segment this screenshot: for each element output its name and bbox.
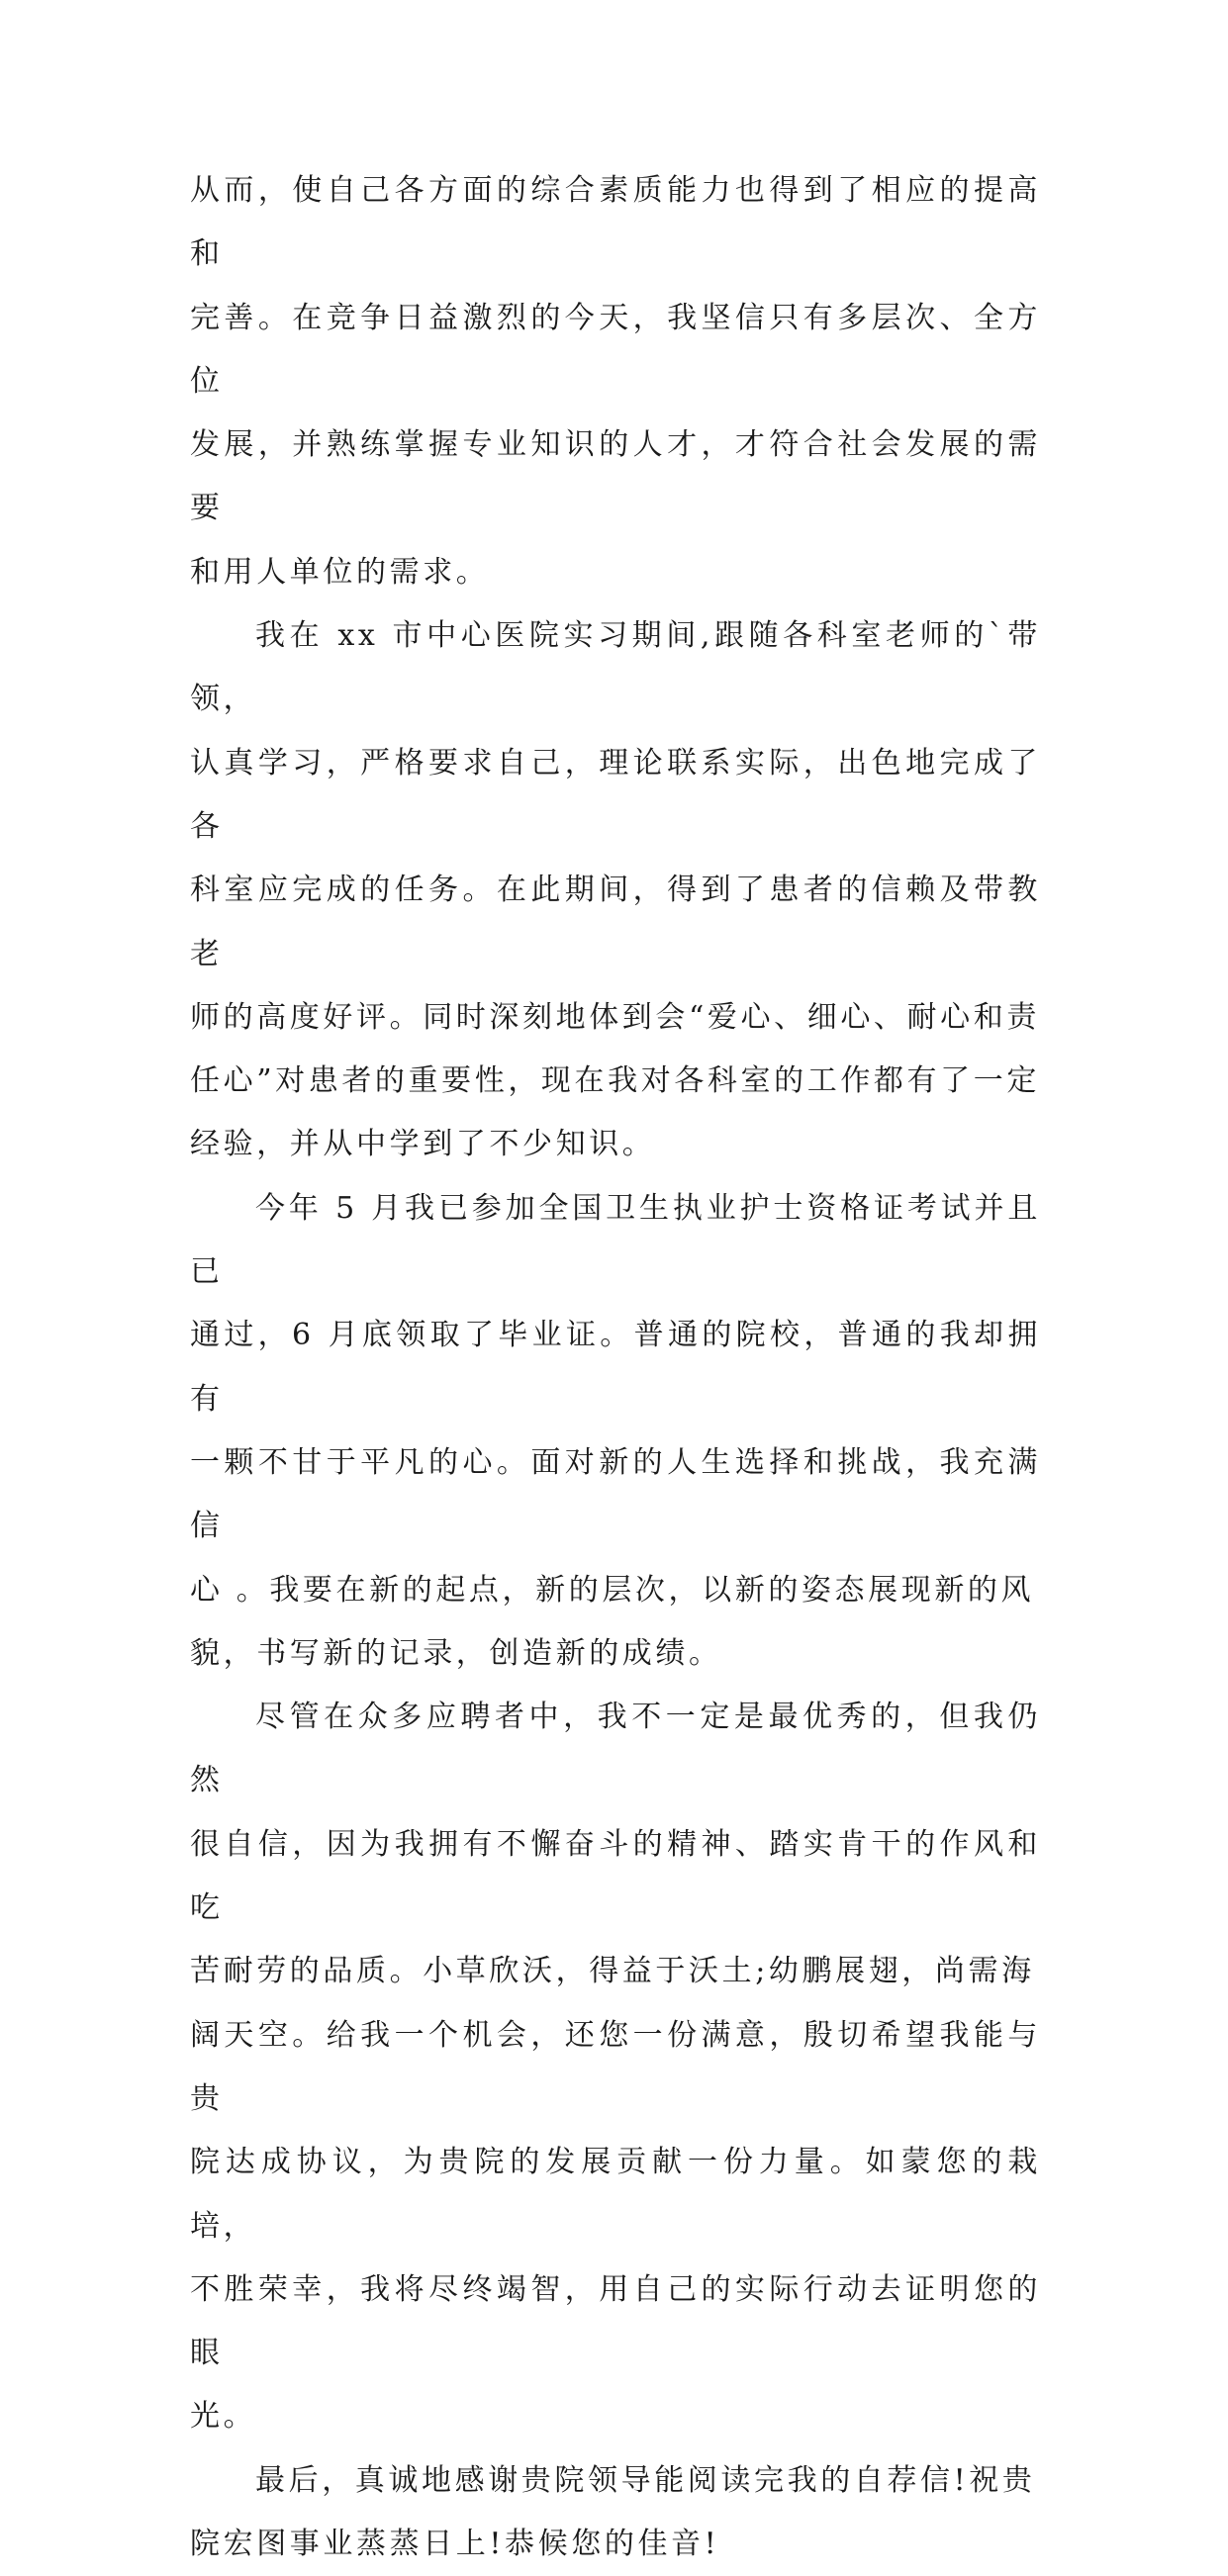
text-line: 很自信，因为我拥有不懈奋斗的精神、踏实肯干的作风和吃 [190, 1826, 1041, 1926]
text-line: 光。 [190, 2399, 257, 2435]
text-line: 认真学习，严格要求自己，理论联系实际，出色地完成了各 [190, 745, 1041, 844]
text-line: 苦耐劳的品质。小草欣沃，得益于沃土;幼鹏展翅，尚需海 [190, 1954, 1035, 1989]
text-line: 师的高度好评。同时深刻地体到会“爱心、细心、耐心和责 [190, 999, 1040, 1035]
text-line: 院宏图事业蒸蒸日上!恭候您的佳音! [190, 2526, 720, 2561]
text-line: 今年 5 月我已参加全国卫生执业护士资格证考试并且已 [190, 1190, 1041, 1290]
text-line: 最后，真诚地感谢贵院领导能阅读完我的自荐信!祝贵 [255, 2462, 1036, 2498]
paragraph-2 [190, 604, 1041, 1177]
paragraph-4 [190, 1686, 1041, 2449]
text-line: 院达成协议，为贵院的发展贡献一份力量。如蒙您的栽培， [190, 2145, 1041, 2244]
text-line: 貌，书写新的记录，创造新的成绩。 [190, 1635, 722, 1671]
text-line: 完善。在竞争日益激烈的今天，我坚信只有多层次、全方位 [190, 300, 1041, 399]
text-line: 一颗不甘于平凡的心。面对新的人生选择和挑战，我充满信 [190, 1444, 1041, 1544]
text-line: 发展，并熟练掌握专业知识的人才，才符合社会发展的需要 [190, 427, 1041, 526]
text-line: 和用人单位的需求。 [190, 554, 490, 590]
text-line: 科室应完成的任务。在此期间，得到了患者的信赖及带教老 [190, 873, 1041, 971]
text-line: 尽管在众多应聘者中，我不一定是最优秀的，但我仍然 [190, 1700, 1041, 1798]
text-line: 从而，使自己各方面的综合素质能力也得到了相应的提高和 [190, 173, 1041, 272]
text-line: 阔天空。给我一个机会，还您一份满意，殷切希望我能与贵 [190, 2017, 1041, 2116]
paragraph-5 [190, 2449, 1041, 2576]
text-line: 任心”对患者的重要性，现在我对各科室的工作都有了一定 [190, 1063, 1040, 1099]
text-line: 经验，并从中学到了不少知识。 [190, 1127, 656, 1162]
letter-body [190, 159, 1041, 2576]
paragraph-1 [190, 159, 1041, 604]
text-line: 心 。我要在新的起点，新的层次，以新的姿态展现新的风 [190, 1572, 1035, 1608]
text-line: 不胜荣幸，我将尽终竭智，用自己的实际行动去证明您的眼 [190, 2271, 1041, 2371]
paragraph-3 [190, 1177, 1041, 1686]
text-line: 我在 xx 市中心医院实习期间,跟随各科室老师的`带领， [190, 618, 1041, 717]
text-line: 通过，6 月底领取了毕业证。普通的院校，普通的我却拥有 [190, 1318, 1041, 1417]
